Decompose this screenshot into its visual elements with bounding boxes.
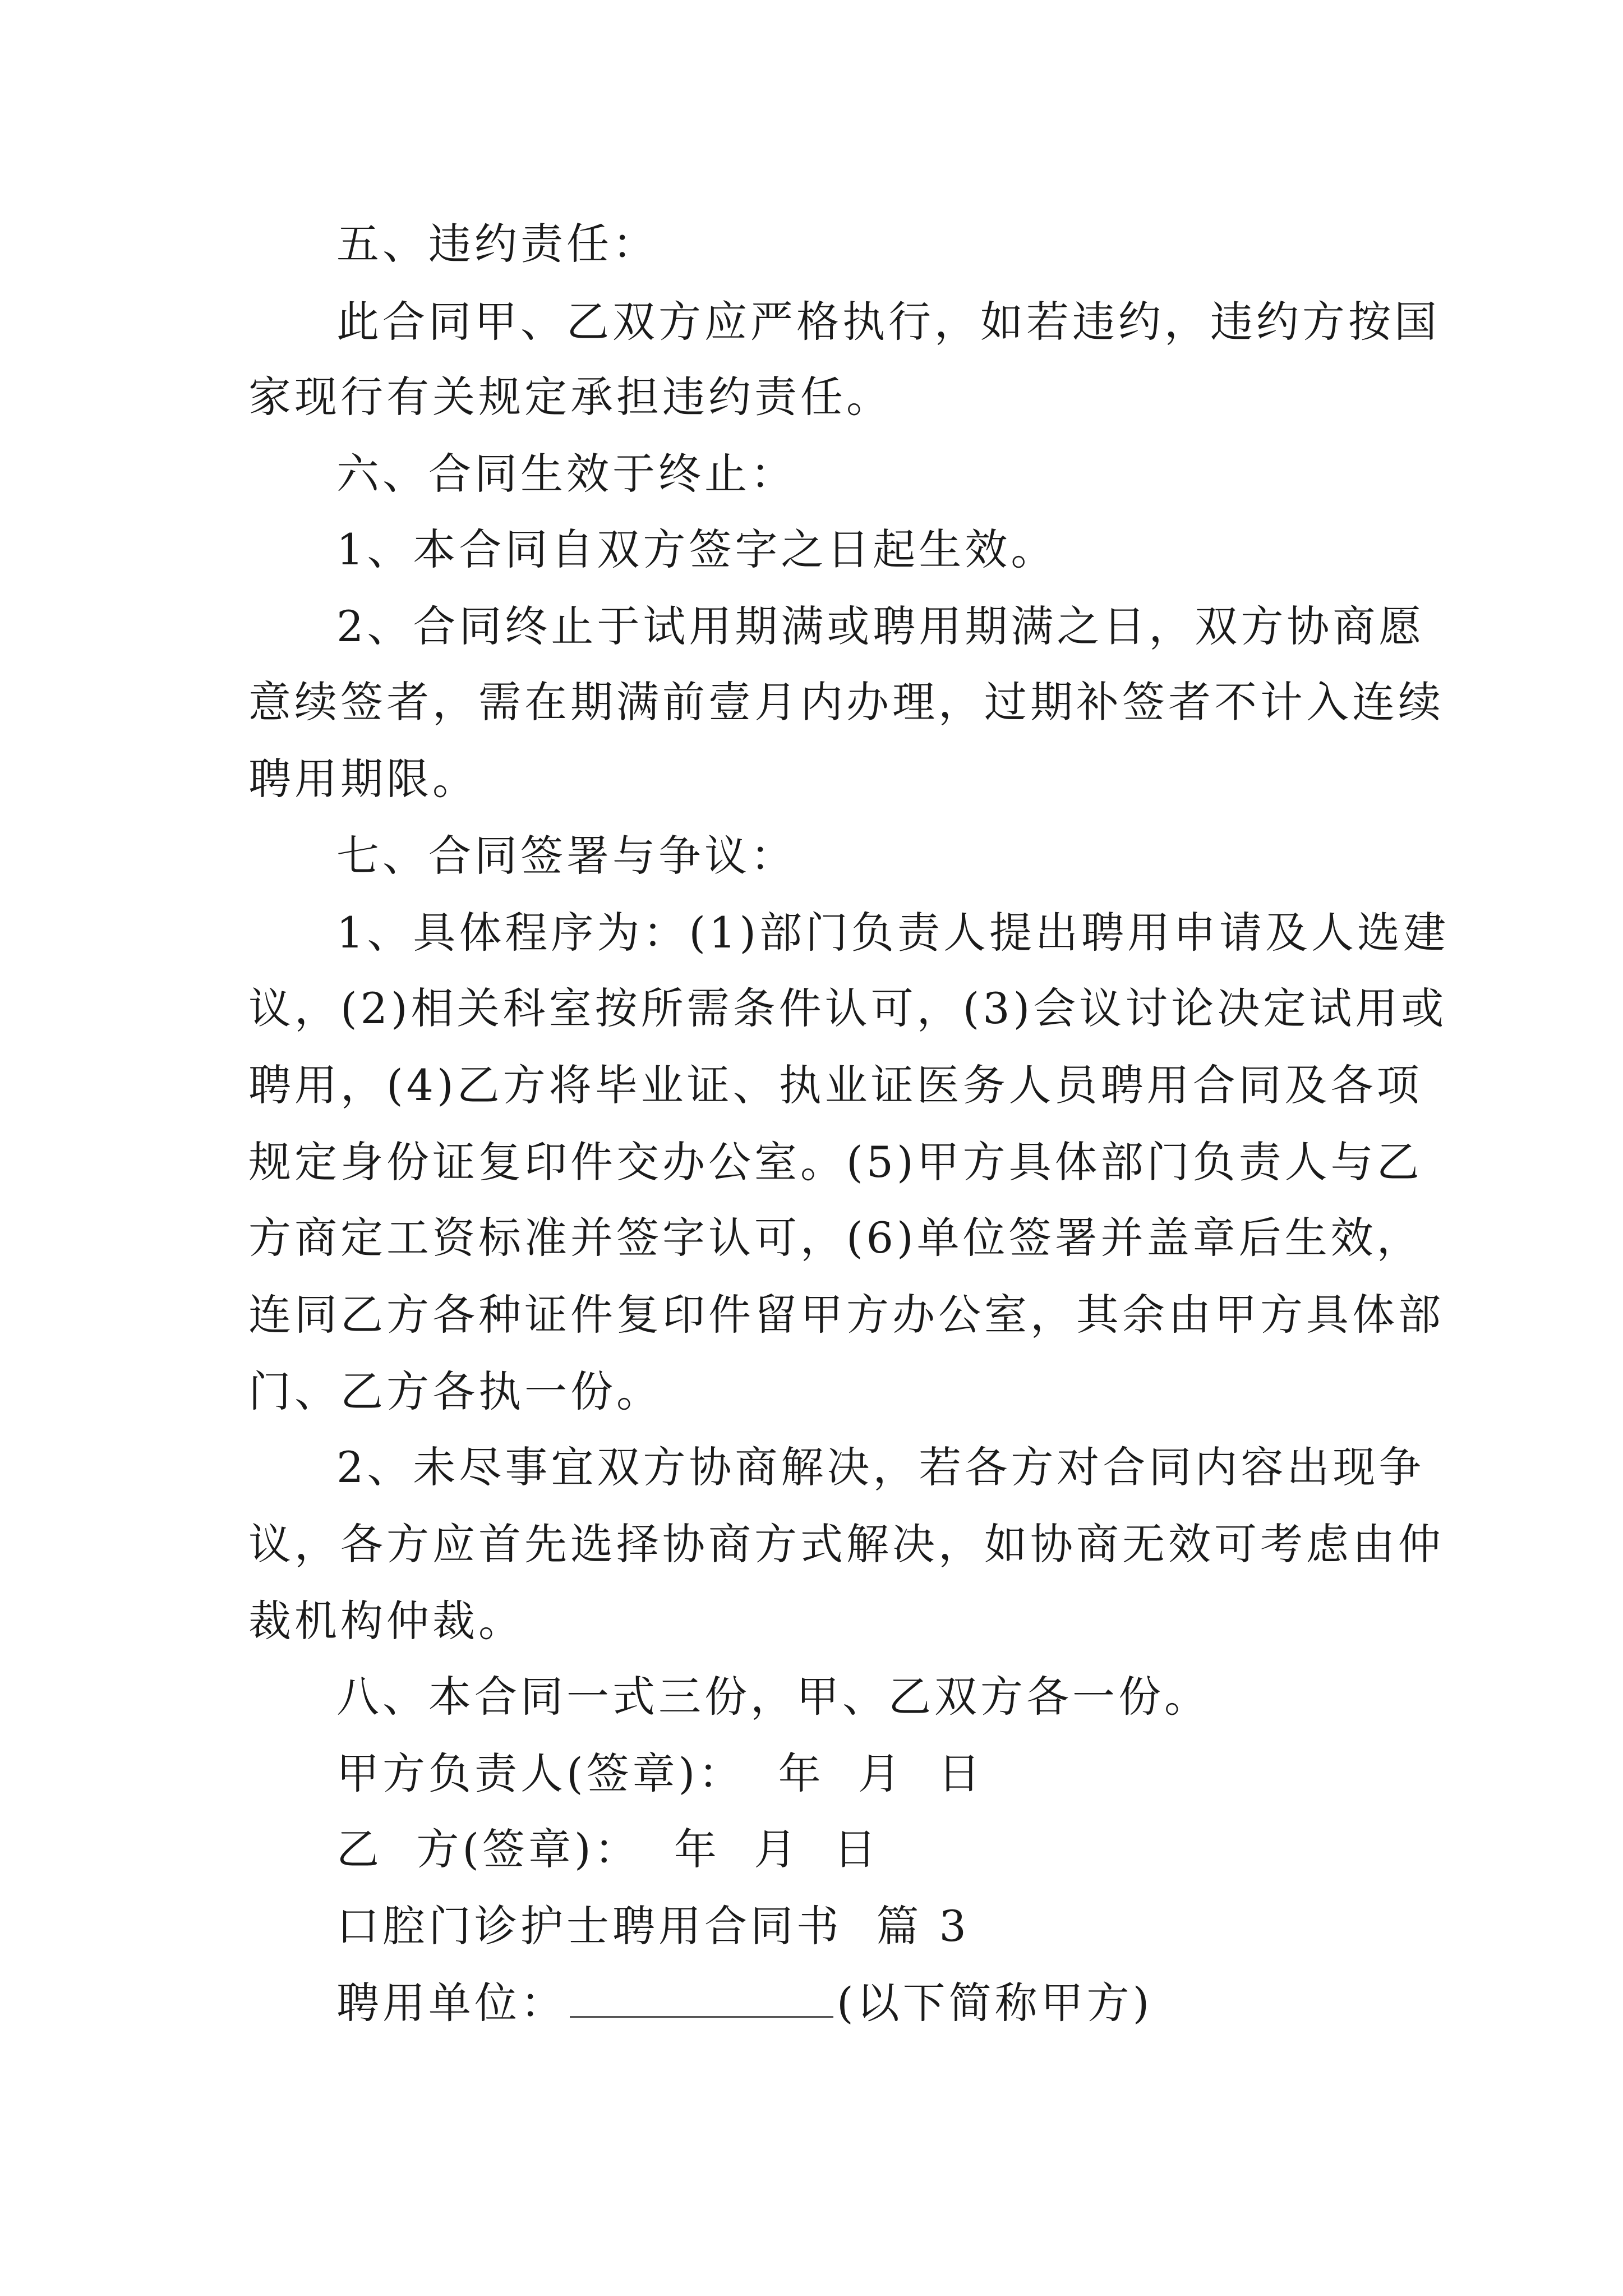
paragraph-line: 意续签者，需在期满前壹月内办理，过期补签者不计入连续: [248, 677, 1444, 727]
paragraph-line: 议，(2)相关科室按所需条件认可，(3)会议讨论决定试用或: [248, 983, 1447, 1033]
paragraph-line: 2、合同终止于试用期满或聘用期满之日，双方协商愿: [336, 601, 1425, 651]
section-5-heading: 五、违约责任：: [336, 219, 658, 269]
paragraph-line: 聘用，(4)乙方将毕业证、执业证医务人员聘用合同及各项: [248, 1060, 1423, 1110]
section-8-heading: 八、本合同一式三份，甲、乙双方各一份。: [336, 1672, 1210, 1722]
employer-label: 聘用单位：: [336, 1978, 566, 2028]
employer-blank-field[interactable]: [570, 1977, 833, 2018]
paragraph-line: 连同乙方各种证件复印件留甲方办公室，其余由甲方具体部: [248, 1290, 1444, 1340]
employer-suffix: (以下简称甲方): [837, 1978, 1153, 2028]
paragraph-line: 门、乙方各执一份。: [248, 1366, 662, 1416]
paragraph-line: 规定身份证复印件交办公室。(5)甲方具体部门负责人与乙: [248, 1137, 1423, 1187]
paragraph-line: 家现行有关规定承担违约责任。: [248, 372, 892, 422]
section-7-heading: 七、合同签署与争议：: [336, 831, 796, 881]
party-a-signature-line: 甲方负责人(签章)： 年 月 日: [336, 1749, 984, 1798]
paragraph-line: 聘用期限。: [248, 754, 478, 804]
employer-line: [336, 1976, 1387, 2030]
paragraph-line: 此合同甲、乙双方应严格执行，如若违约，违约方按国: [336, 297, 1440, 347]
party-b-signature-line: 乙 方(签章)： 年 月 日: [336, 1824, 880, 1874]
section-6-heading: 六、合同生效于终止：: [336, 449, 796, 499]
paragraph-line: 议，各方应首先选择协商方式解决，如协商无效可考虑由仲: [248, 1519, 1444, 1569]
paragraph-line: 1、本合同自双方签字之日起生效。: [336, 524, 1057, 574]
paragraph-line: 2、未尽事宜双方协商解决，若各方对合同内容出现争: [336, 1442, 1425, 1492]
contract-title: 口腔门诊护士聘用合同书 篇 3: [336, 1901, 970, 1951]
paragraph-line: 1、具体程序为：(1)部门负责人提出聘用申请及人选建: [336, 908, 1450, 958]
paragraph-line: 方商定工资标准并签字认可，(6)单位签署并盖章后生效，: [248, 1213, 1423, 1263]
paragraph-line: 裁机构仲裁。: [248, 1596, 524, 1646]
